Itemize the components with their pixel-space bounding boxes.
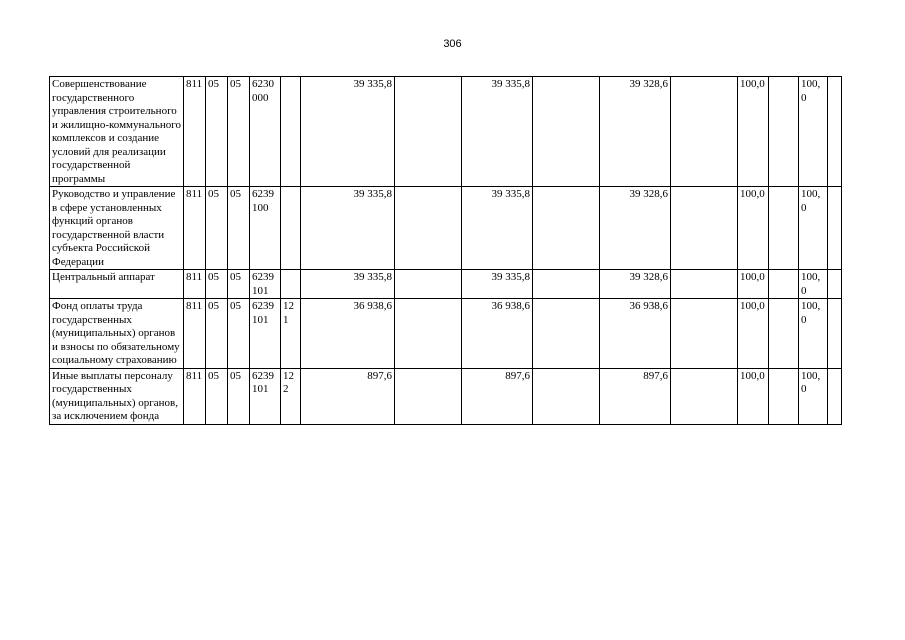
empty-cell [533,368,600,424]
ved-code: 811 [184,270,206,299]
ved-code: 811 [184,187,206,270]
target-article-code: 6239 101 [250,368,281,424]
percent-executed-2: 100,0 [799,77,828,187]
empty-cell [769,187,799,270]
amount-specified: 36 938,6 [462,299,533,369]
amount-approved: 897,6 [301,368,395,424]
amount-approved: 39 335,8 [301,270,395,299]
empty-cell [828,299,842,369]
empty-cell [395,77,462,187]
expense-type-code [281,187,301,270]
row-name: Руководство и управление в сфере установленных функций органов государственной власти субъекта Российской Федерации [50,187,184,270]
subsection-code: 05 [228,77,250,187]
empty-cell [769,299,799,369]
amount-specified: 39 335,8 [462,77,533,187]
table-row [50,270,842,299]
ved-code: 811 [184,77,206,187]
target-article-code: 6239 100 [250,187,281,270]
empty-cell [671,299,738,369]
table-row [50,187,842,270]
amount-executed: 39 328,6 [600,77,671,187]
table-row [50,77,842,187]
amount-approved: 39 335,8 [301,187,395,270]
budget-table [49,76,842,425]
section-code: 05 [206,368,228,424]
empty-cell [769,368,799,424]
amount-specified: 39 335,8 [462,270,533,299]
amount-executed: 39 328,6 [600,270,671,299]
section-code: 05 [206,270,228,299]
empty-cell [395,299,462,369]
amount-executed: 897,6 [600,368,671,424]
row-name: Совершенствование государственного управления строительного и жилищно-коммунального комплексов и создание условий для реализации государственной программы [50,77,184,187]
row-name: Фонд оплаты труда государственных (муниципальных) органов и взносы по обязательному социальному страхованию [50,299,184,369]
empty-cell [769,270,799,299]
percent-executed-1: 100,0 [738,187,769,270]
percent-executed-1: 100,0 [738,270,769,299]
target-article-code: 6230 000 [250,77,281,187]
expense-type-code [281,270,301,299]
subsection-code: 05 [228,299,250,369]
ved-code: 811 [184,299,206,369]
amount-executed: 39 328,6 [600,187,671,270]
empty-cell [533,77,600,187]
empty-cell [671,187,738,270]
percent-executed-2: 100,0 [799,270,828,299]
empty-cell [395,368,462,424]
row-name: Центральный аппарат [50,270,184,299]
empty-cell [671,77,738,187]
expense-type-code: 121 [281,299,301,369]
amount-approved: 39 335,8 [301,77,395,187]
page-number: 306 [443,38,462,50]
empty-cell [533,299,600,369]
expense-type-code: 122 [281,368,301,424]
empty-cell [828,187,842,270]
section-code: 05 [206,187,228,270]
percent-executed-2: 100,0 [799,299,828,369]
empty-cell [395,187,462,270]
ved-code: 811 [184,368,206,424]
amount-specified: 897,6 [462,368,533,424]
empty-cell [671,368,738,424]
empty-cell [828,77,842,187]
target-article-code: 6239 101 [250,299,281,369]
table-row [50,299,842,369]
subsection-code: 05 [228,187,250,270]
table-row [50,368,842,424]
empty-cell [395,270,462,299]
subsection-code: 05 [228,270,250,299]
empty-cell [533,270,600,299]
percent-executed-1: 100,0 [738,368,769,424]
percent-executed-1: 100,0 [738,77,769,187]
target-article-code: 6239 101 [250,270,281,299]
empty-cell [828,270,842,299]
empty-cell [671,270,738,299]
amount-specified: 39 335,8 [462,187,533,270]
percent-executed-1: 100,0 [738,299,769,369]
amount-executed: 36 938,6 [600,299,671,369]
empty-cell [533,187,600,270]
row-name: Иные выплаты персоналу государственных (муниципальных) органов, за исключением фонда [50,368,184,424]
subsection-code: 05 [228,368,250,424]
expense-type-code [281,77,301,187]
section-code: 05 [206,77,228,187]
empty-cell [769,77,799,187]
percent-executed-2: 100,0 [799,368,828,424]
empty-cell [828,368,842,424]
amount-approved: 36 938,6 [301,299,395,369]
section-code: 05 [206,299,228,369]
percent-executed-2: 100,0 [799,187,828,270]
